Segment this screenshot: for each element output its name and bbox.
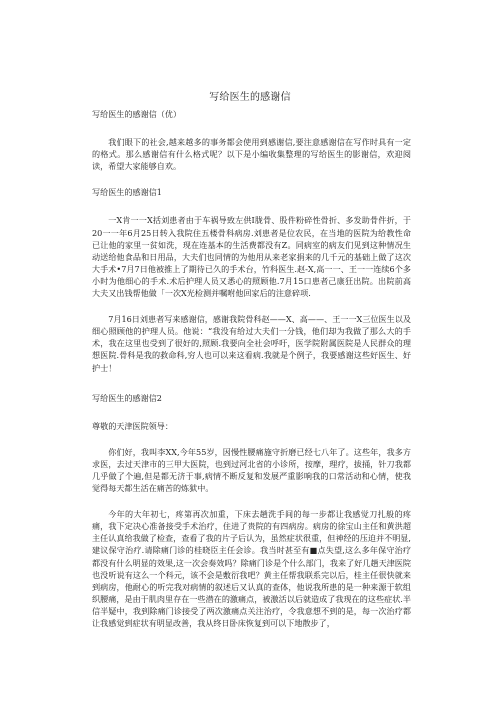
document-subtitle: 写给医生的感谢信（优） <box>92 109 182 119</box>
letter-1-paragraph: 一X肯一一X括刘患者由于车祸导致左供I胧骨、股件粉碎性骨折、多发助骨件折，于20一一年6月25日转入我院住五楼骨科病房.刘患者是位农民，在当地的医院为给教性命已让他的家里一贫如洗，现在连基本的生活费都没有Z。同病室的病友们见到这种情况生动送给他食品和日用品，大夫们也同情的为他用从来老家捐来的几千元的基础上做了这次大手术•7月7日他被推上了期待已久的手术台，竹科医生.赵-X,高一一、王一一连续6个多小时为他细心的手术.术后护理人员又悉心的照顾他.7月15口患者己康狂出院。出院前高大夫又出钱帮他做「一次X光检测并嘱咐他回家后的注意碎项. <box>92 215 411 299</box>
letter-1-paragraph: 7月16日刘患者写来感谢信，感谢我院骨科赵——X、高——、王一一X三位医生以及细心照顾他的护理人员。他说：“我没有给过大夫们一分钱，他们却为我做了那么大的手术，我在这里也受到了很好的,照顾.我要向全社会呼吁，医学院附属医院是人民群众的理想医院.骨科是我的救命科,穷人也可以来这看病.我就是个例子，我要感谢这些好医生、好护士！ <box>92 314 411 373</box>
letter-2-paragraph: 今年的大年初七，疼第再次加重，下床去趟洗手间的每一步都让我感觉刀扎般的疼痛，我下定决心准备接受手术治疗，住进了贵院的有四病房。病房的徐宝山主任和黄洪超主任认真给我做了检查，查看了我的片子后认为，虽然症状很重，但神经的压迫并不明显,建议保守治疗.请除痛门诊的桂晓臣主任会诊。我当时甚至有■点失望,这么多年保守治疗都没有什么明显的效果,这一次会奏效吗？除痛门诊是个什么部门，我来了好几趟天津医院也没听说有这么一个科元，该不会是敷衍我吧？黄主任帮我联系完以后，桂主任很快就来到病房，他耐心的听完我对病情的叙述后又认真的查体，他说我所患的是一种来源于软组织腰痛，是由于肌肉里存在一些潜在的激痛点，被激活以后就造成了我现在的这些症状.半信半疑中，我到除痛门诊接受了两次激痛点关注治疗，令我意想不到的是，每一次治疗都让我感觉到症状有明显改善，我从终日卧床恢复到可以下地散步了， <box>92 509 411 628</box>
intro-paragraph: 我们眼下的社会,越来越多的事务都会使用到感谢信,要注意感谢信在写作时具有一定的格式。那么感谢信有什么格式呢？以下是小编收集整理的写给医生的影谢信，欢迎阅读，希望大家能够自欢。 <box>92 137 411 172</box>
letter-1-heading: 写给医生的感谢信1 <box>92 187 162 198</box>
letter-2-paragraph: 你们好，我叫李XX,今年55岁，因慢性腰痛施守折磨已经七八年了。这些年，我多方求医，去过天津市的三甲大医院，也到过河北省的小诊所，按摩，理疗，拔捅，针刀我都几乎做了个遍,但是都无济于事,病情不断反复和发展严重影响我的口常活动和心情，使我觉得每天都生活在痛苦的炼狱中。 <box>92 446 411 494</box>
letter-2-salutation: 尊敬的天津医院领导： <box>92 420 173 431</box>
document-body <box>92 108 411 643</box>
letter-2-heading: 写给医生的感谢信2 <box>92 392 162 403</box>
document-title: 写给医生的感谢信 <box>209 92 291 103</box>
